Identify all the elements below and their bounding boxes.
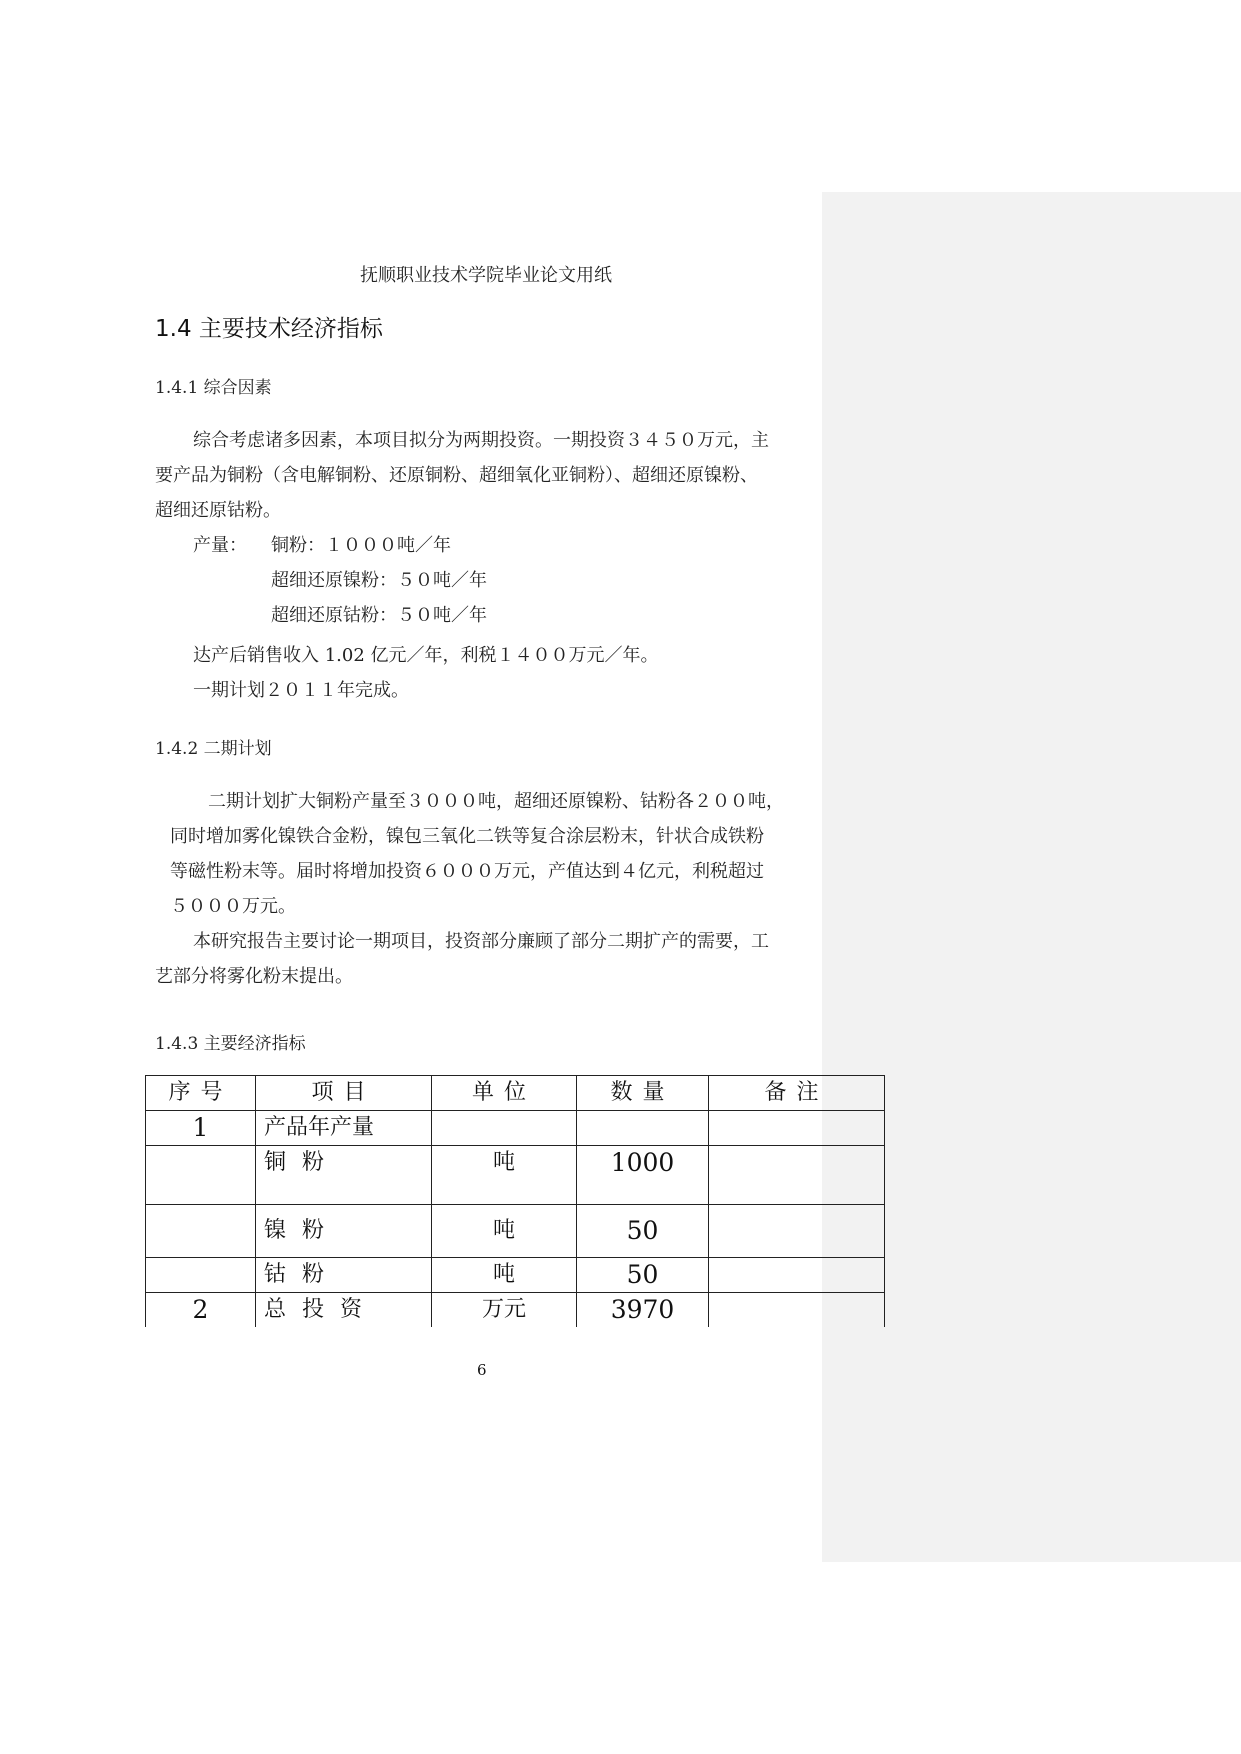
output-item: 超细还原镍粉：５０吨／年 <box>271 570 487 591</box>
paragraph-line: 二期计划扩大铜粉产量至３０００吨，超细还原镍粉、钴粉各２００吨， <box>208 791 784 812</box>
table-row <box>146 1293 885 1328</box>
table-cell <box>709 1146 885 1205</box>
paragraph-line: 等磁性粉末等。届时将增加投资６０００万元，产值达到４亿元，利税超过 <box>170 861 764 882</box>
table-cell: 吨 <box>432 1258 577 1293</box>
table-cell: 铜粉 <box>256 1146 432 1205</box>
subsection-title-1-4-3: 1.4.3 主要经济指标 <box>155 1034 306 1054</box>
table-cell: 1000 <box>577 1146 709 1205</box>
table-row <box>146 1205 885 1258</box>
table-cell <box>146 1205 256 1258</box>
paragraph-line: 艺部分将雾化粉末提出。 <box>155 966 353 987</box>
table-cell <box>146 1146 256 1205</box>
section-title: 1.4 主要技术经济指标 <box>155 316 383 342</box>
column-header: 数量 <box>577 1076 709 1111</box>
table-cell: 总投资 <box>256 1293 432 1328</box>
subsection-title-1-4-2: 1.4.2 二期计划 <box>155 739 272 759</box>
table-cell: 镍粉 <box>256 1205 432 1258</box>
output-label: 产量： <box>193 535 247 556</box>
table-cell <box>146 1258 256 1293</box>
table-row <box>146 1146 885 1205</box>
table-cell <box>709 1205 885 1258</box>
output-item: 铜粉：１０００吨／年 <box>271 535 451 556</box>
paragraph-report-scope <box>155 924 769 994</box>
table-cell: 50 <box>577 1205 709 1258</box>
page-header: 抚顺职业技术学院毕业论文用纸 <box>360 265 612 286</box>
paragraph-line: 要产品为铜粉（含电解铜粉、还原铜粉、超细氧化亚铜粉）、超细还原镍粉、 <box>155 465 758 486</box>
output-list <box>271 528 487 633</box>
plan-line: 一期计划２０１１年完成。 <box>193 680 409 701</box>
sales-line: 达产后销售收入 1.02 亿元／年，利税１４００万元／年。 <box>193 645 659 666</box>
page-number: 6 <box>477 1361 487 1379</box>
economic-indicators-table <box>145 1075 885 1327</box>
paragraph-phase-two <box>155 784 784 924</box>
table-cell: 2 <box>146 1293 256 1328</box>
table-cell <box>432 1111 577 1146</box>
table-row <box>146 1258 885 1293</box>
table-cell: 1 <box>146 1111 256 1146</box>
paragraph-line: 同时增加雾化镍铁合金粉，镍包三氧化二铁等复合涂层粉末，针状合成铁粉 <box>170 826 764 847</box>
column-header: 备注 <box>709 1076 885 1111</box>
table-cell <box>709 1111 885 1146</box>
column-header: 单位 <box>432 1076 577 1111</box>
paragraph-line: 综合考虑诸多因素，本项目拟分为两期投资。一期投资３４５０万元，主 <box>193 430 769 451</box>
comment-pane <box>822 192 1241 1562</box>
table-cell: 50 <box>577 1258 709 1293</box>
column-header: 项目 <box>256 1076 432 1111</box>
table-cell <box>577 1111 709 1146</box>
table-cell: 钴粉 <box>256 1258 432 1293</box>
table-cell: 吨 <box>432 1205 577 1258</box>
subsection-title-1-4-1: 1.4.1 综合因素 <box>155 378 272 398</box>
paragraph-line: 本研究报告主要讨论一期项目，投资部分廉顾了部分二期扩产的需要，工 <box>193 931 769 952</box>
table-cell <box>709 1258 885 1293</box>
table-header-row <box>146 1076 885 1111</box>
table-row <box>146 1111 885 1146</box>
output-item: 超细还原钴粉：５０吨／年 <box>271 605 487 626</box>
paragraph-line: 超细还原钴粉。 <box>155 500 281 521</box>
table-cell: 万元 <box>432 1293 577 1328</box>
paragraph-comprehensive <box>155 423 769 528</box>
table-cell: 3970 <box>577 1293 709 1328</box>
table-cell: 产品年产量 <box>256 1111 432 1146</box>
table-cell: 吨 <box>432 1146 577 1205</box>
column-header: 序号 <box>146 1076 256 1111</box>
paragraph-line: ５０００万元。 <box>170 896 296 917</box>
table-cell <box>709 1293 885 1328</box>
